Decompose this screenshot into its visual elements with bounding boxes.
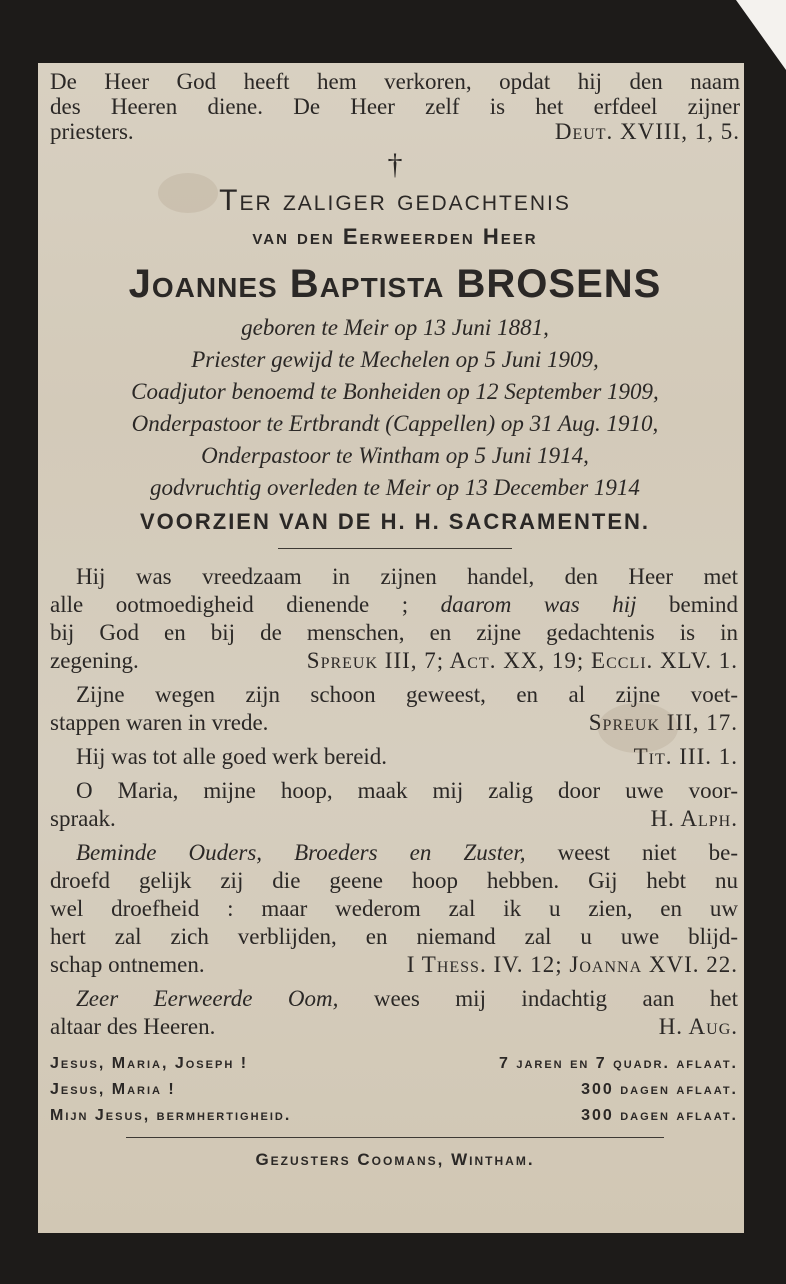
verse-line: Zijne wegen zijn schoon geweest, en al zijne voet- xyxy=(76,682,738,707)
prayer: Mijn Jesus, bermhertigheid. xyxy=(50,1107,292,1124)
prayer: Jesus, Maria, Joseph ! xyxy=(50,1055,249,1072)
verse-line: zegening. xyxy=(50,648,139,673)
indulgences xyxy=(50,1051,740,1129)
divider xyxy=(278,548,512,549)
epigraph-line: priesters. xyxy=(50,119,134,144)
biography xyxy=(50,312,740,504)
verse-line: droefd gelijk zij die geene hoop hebben. Gij hebt nu xyxy=(50,868,738,893)
verse-line: stappen waren in vrede. xyxy=(50,710,269,735)
verse-line: Hij was vreedzaam in zijnen handel, den Heer met xyxy=(76,564,738,589)
epigraph-line: De Heer God heeft hem verkoren, opdat hij den naam xyxy=(50,69,740,94)
verse-ref-row xyxy=(50,805,738,833)
verse-line: wel droefheid : maar wederom zal ik u zien, en uw xyxy=(50,896,738,921)
verse-reference: H. Aug. xyxy=(658,1014,738,1039)
stain xyxy=(158,173,218,213)
indulgence: 7 jaren en 7 quadr. aflaat. xyxy=(499,1055,738,1072)
verse-line xyxy=(50,591,738,619)
sacraments-line: VOORZIEN VAN DE H. H. SACRAMENTEN. xyxy=(139,509,651,534)
verse-ref-row xyxy=(50,1013,738,1041)
bio-line: godvruchtig overleden te Meir op 13 December 1914 xyxy=(150,475,640,500)
cross-icon: † xyxy=(387,148,403,181)
bio-line: Onderpastoor te Wintham op 5 Juni 1914, xyxy=(201,443,589,468)
verse-line: Hij was tot alle goed werk bereid. xyxy=(76,744,388,769)
verse-italic: Zeer Eerweerde Oom, xyxy=(76,986,339,1011)
verse-italic: Beminde Ouders, Broeders en Zuster, xyxy=(76,840,526,865)
heading-line-1: Ter zaliger gedachtenis xyxy=(219,184,571,217)
indulgence: 300 dagen aflaat. xyxy=(581,1107,738,1124)
divider xyxy=(126,1137,664,1138)
indulgence-row xyxy=(50,1103,738,1129)
bio-line: Coadjutor benoemd te Bonheiden op 12 September 1909, xyxy=(131,379,659,404)
verse-line: hert zal zich verblijden, en niemand zal u uwe blijd- xyxy=(50,924,738,949)
verse-line: spraak. xyxy=(50,806,116,831)
stain xyxy=(598,703,678,753)
verse-reference: H. Alph. xyxy=(650,806,738,831)
printer-imprint: Gezusters Coomans, Wintham. xyxy=(255,1150,535,1169)
prayer: Jesus, Maria ! xyxy=(50,1081,176,1098)
indulgence-row xyxy=(50,1077,738,1103)
verse-line: bij God en bij de menschen, en zijne gedachtenis is in xyxy=(50,620,738,645)
verse-line xyxy=(50,985,738,1013)
bio-line: geboren te Meir op 13 Juni 1881, xyxy=(241,315,549,340)
indulgence-row xyxy=(50,1051,738,1077)
bio-line: Priester gewijd te Mechelen op 5 Juni 1909, xyxy=(191,347,599,372)
deceased-name: Joannes Baptista BROSENS xyxy=(128,262,662,306)
verse-reference: Spreuk III, 17. xyxy=(588,710,738,735)
epigraph-reference: Deut. XVIII, 1, 5. xyxy=(554,119,740,144)
verse-reference: I Thess. IV. 12; Joanna XVI. 22. xyxy=(406,952,738,977)
torn-corner xyxy=(736,0,786,70)
verse-text: wees mij indachtig aan het xyxy=(338,986,738,1011)
verse-reference: Tit. III. 1. xyxy=(633,744,738,769)
verse-ref-row xyxy=(50,951,738,979)
verse-reference: Spreuk III, 7; Act. XX, 19; Eccli. XLV. 1. xyxy=(306,648,738,673)
verse-italic: daarom was hij xyxy=(440,592,637,617)
verse-line xyxy=(50,839,738,867)
card-panel xyxy=(38,63,744,1233)
verse-line: schap ontnemen. xyxy=(50,952,205,977)
verse-text: weest niet be- xyxy=(525,840,738,865)
epigraph-line: des Heeren diene. De Heer zelf is het erfdeel zijner xyxy=(50,94,740,119)
verse-line: O Maria, mijne hoop, maak mij zalig door uwe voor- xyxy=(76,778,738,803)
verses xyxy=(50,563,740,1041)
verse-text: bemind xyxy=(636,592,738,617)
verse-ref-row xyxy=(50,647,738,675)
epigraph xyxy=(50,69,740,144)
indulgence: 300 dagen aflaat. xyxy=(581,1081,738,1098)
verse-text: alle ootmoedigheid dienende ; xyxy=(50,592,441,617)
bio-line: Onderpastoor te Ertbrandt (Cappellen) op 31 Aug. 1910, xyxy=(131,411,659,436)
heading-line-2: van den Eerweerden Heer xyxy=(252,224,538,249)
verse-line: altaar des Heeren. xyxy=(50,1014,216,1039)
epigraph-last-row xyxy=(50,119,740,144)
